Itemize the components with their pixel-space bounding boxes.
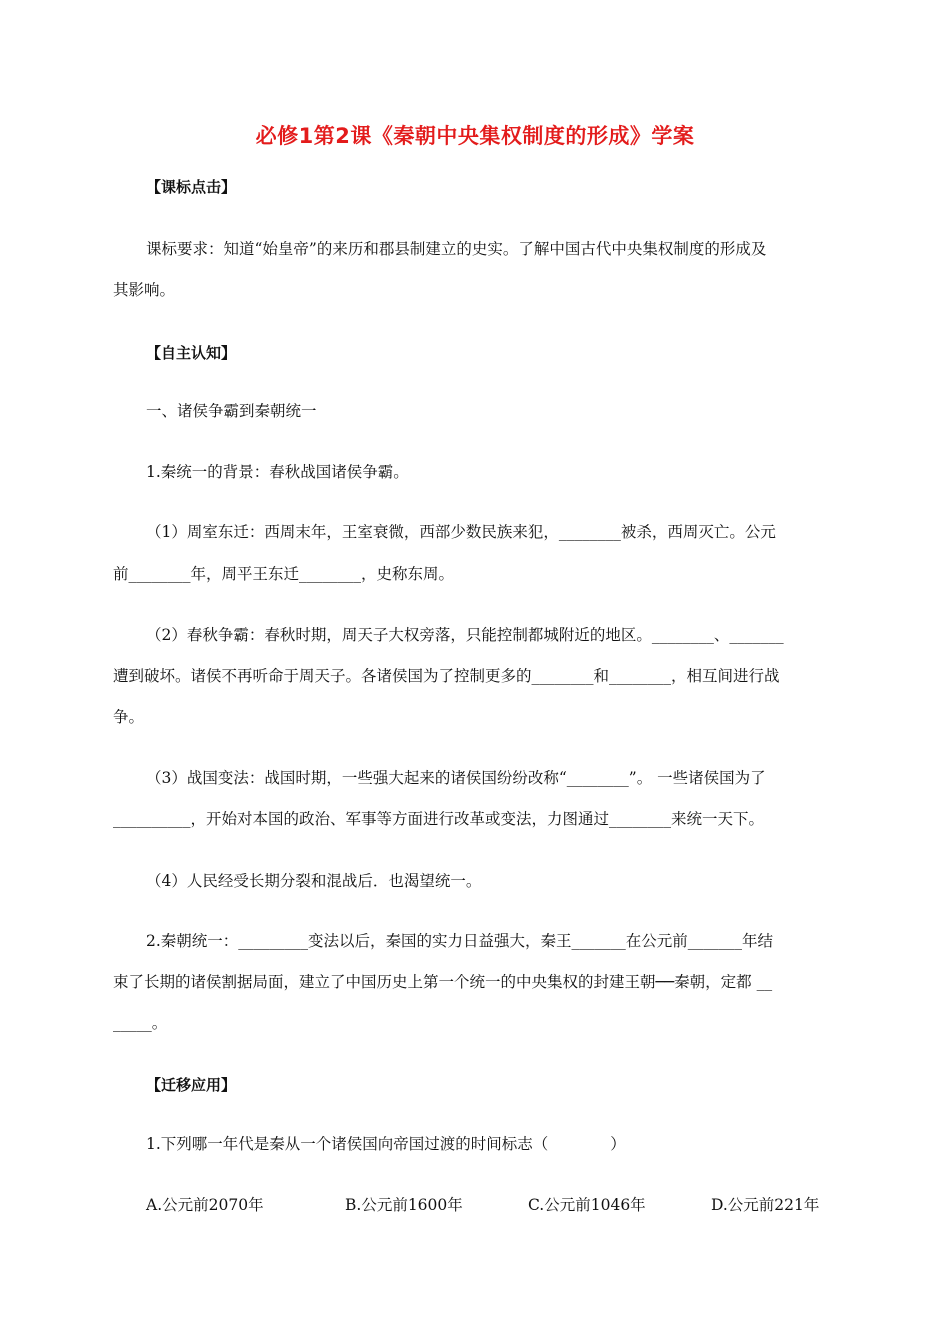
- p3-line-2: __________，开始对本国的政治、军事等方面进行改革或变法，力图通过________来统一天下。: [113, 810, 765, 828]
- page-title: 必修1第2课《秦朝中央集权制度的形成》学案: [255, 124, 695, 148]
- section-heading-qianyi: 【迁移应用】: [146, 1076, 237, 1094]
- p2-line-2: 遭到破坏。诸侯不再听命于周天子。各诸侯国为了控制更多的________和________，相互间进行战: [113, 667, 780, 685]
- option-b: B.公元前1600年: [345, 1196, 463, 1214]
- item2-line-1: 2.秦朝统一：_________变法以后，秦国的实力日益强大，秦王_______在公元前_______年结: [146, 932, 774, 950]
- item1-title: 1.秦统一的背景：春秋战国诸侯争霸。: [146, 463, 409, 481]
- section-heading-kebiao: 【课标点击】: [146, 178, 237, 196]
- question-1: 1.下列哪一年代是秦从一个诸侯国向帝国过渡的时间标志（ ）: [146, 1135, 626, 1153]
- p1-line-1: （1）周室东迁：西周末年，王室衰微，西部少数民族来犯，________被杀，西周灭亡。公元: [146, 523, 776, 541]
- option-d: D.公元前221年: [711, 1196, 820, 1214]
- section-heading-zizhu: 【自主认知】: [146, 344, 237, 362]
- p2-line-3: 争。: [113, 708, 145, 726]
- p2-line-1: （2）春秋争霸：春秋时期，周天子大权旁落，只能控制都城附近的地区。________、_______: [146, 626, 784, 644]
- option-a: A.公元前2070年: [146, 1196, 264, 1214]
- item2-line-2: 束了长期的诸侯割据局面，建立了中国历史上第一个统一的中央集权的封建王朝──秦朝，定都 __: [113, 973, 773, 991]
- kebiao-text-line-1: [146, 238, 837, 260]
- p4-line: （4）人民经受长期分裂和混战后．也渴望统一。: [146, 872, 482, 890]
- kebiao-text-1: 课标要求：知道“始皇帝”的来历和郡县制建立的史实。了解中国古代中央集权制度的形成及: [146, 240, 767, 258]
- p1-line-2: 前________年，周平王东迁________，史称东周。: [113, 565, 455, 583]
- p3-line-1: （3）战国变法：战国时期，一些强大起来的诸侯国纷纷改称“________”。 一些诸侯国为了: [146, 769, 766, 787]
- part1-title: 一、诸侯争霸到秦朝统一: [146, 402, 317, 420]
- option-c: C.公元前1046年: [528, 1196, 646, 1214]
- item2-line-3: _____。: [113, 1014, 168, 1032]
- kebiao-text-line-2: 其影响。: [113, 281, 176, 299]
